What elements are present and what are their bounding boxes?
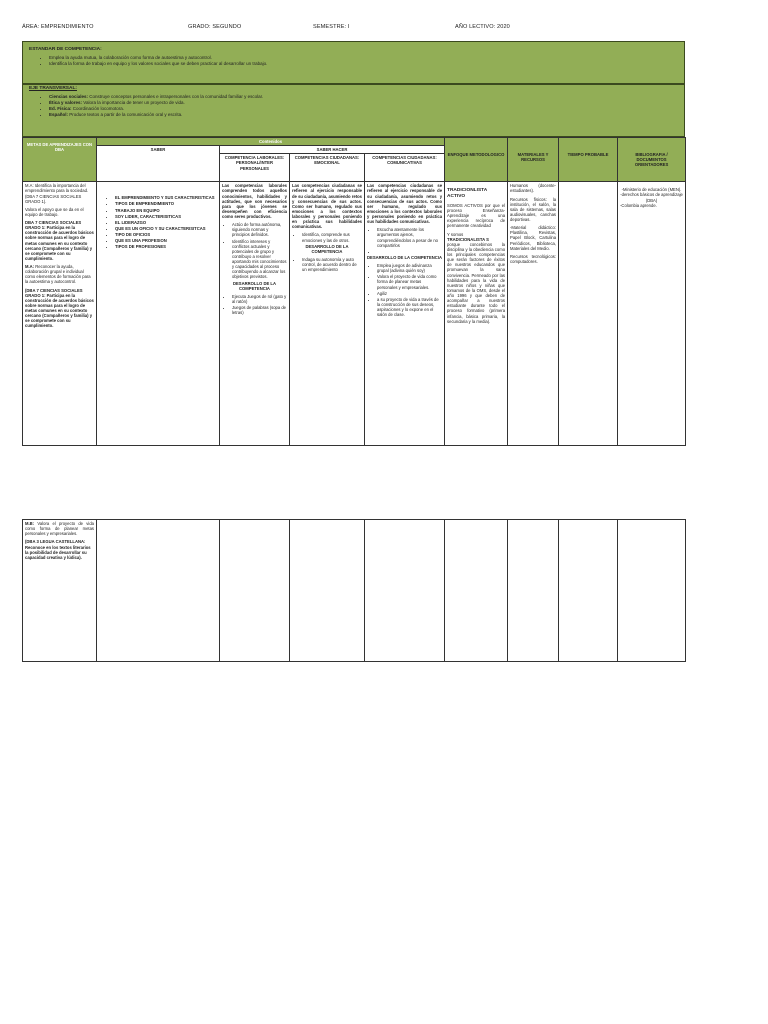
planning-table-2 — [22, 519, 686, 662]
tiempo-header: TIEMPO PROBABLE — [559, 138, 618, 182]
transversal-item — [49, 94, 678, 99]
transversal-text: Produce textos a partir de la comunicación oral y escrita. — [68, 112, 183, 117]
empty-cell — [365, 520, 445, 662]
empty-cell — [445, 520, 508, 662]
comunicativas-header: COMPETENCIAS CIUDADANAS: COMUNICATIVAS — [365, 154, 445, 182]
transversal-item — [49, 106, 678, 111]
laborales-header: COMPETENCIA LABORALES: PERSONAL/INTER PERSONALES — [220, 154, 290, 182]
enfoque-y: Y somos — [447, 231, 464, 237]
saber-item: • TIPOS DE EMPRENDIMIENTO — [115, 201, 217, 206]
laborales-sub: DESARROLLO DE LA COMPETENCIA — [232, 280, 277, 291]
materiales-header: MATERIALES Y RECURSOS — [508, 138, 559, 182]
comunicativas-item — [377, 249, 442, 254]
saber-item: • QUE ES UNA PROFESION — [115, 238, 217, 243]
second-meta — [25, 521, 94, 536]
header-area: ÁREA: EMPRENDIMIENTO — [22, 24, 94, 30]
enfoque-text-2: porque concebimos la disciplina y la obediencia como los principales competencias que serán factores de éxitos de nuestros educandos que promuevan la sana convivencia. Permeado por las habilidades para la vida de nuestros niños y niñas que tomamos de la OMS, desde el año 1996 y que deben de acompañar a nuestros estudiante durante todo el proceso formativo (primera infancia, básica primaria, la secundaria y la media). — [447, 241, 506, 324]
contenidos-header: Contenidos — [97, 138, 445, 146]
transversal-title: EJE TRANSVERSAL: — [29, 86, 77, 91]
comunicativas-item: • Escucha atentamente los argumentos ajenos, comprendiéndolos a pesar de no compartirlos — [377, 227, 442, 248]
estandar-box — [22, 41, 685, 84]
transversal-label: Español: — [49, 112, 69, 117]
second-meta-text: Valora el proyecto de vida como forma de planear metas personales y empresariales. — [25, 521, 94, 537]
empty-cell — [618, 520, 686, 662]
materiales-cell — [508, 182, 559, 446]
transversal-text: Coordinación locomotora. — [71, 106, 125, 111]
biblio-line: -Colombia aprende. — [620, 202, 657, 208]
transversal-label: Ciencias sociales: — [49, 94, 89, 99]
emocional-item: • Indaga su autonomía y auto control, de acuerdo dentro de un emprendimiento — [302, 257, 362, 272]
transversal-list — [29, 94, 678, 117]
laborales-intro: Las competencias laborales comprenden todos aquellos conocimientos, habilidades y actitudes, que son necesarios para que los jóvenes se desempeñen con eficiencia como seres productivos. — [222, 183, 287, 219]
emocional-header: COMPETENCIAS CIUDADANAS: EMOCIONAL — [290, 154, 365, 182]
laborales-list-2 — [222, 294, 287, 316]
laborales-item: • Actúo de forma autónoma, siguiendo normas y principios definidos. — [232, 222, 287, 237]
tiempo-cell — [559, 182, 618, 446]
transversal-label: Ed. Física: — [49, 106, 72, 111]
enfoque-cell — [445, 182, 508, 446]
biblio-line: -Ministerio de educación (MEN). — [621, 187, 682, 193]
meta-text: Valora el apoyo que se da en el equipo de trabajo. — [25, 206, 84, 217]
saber-item: • QUE ES UN OFICIO Y SU CARACTERISITCAS — [115, 226, 217, 231]
transversal-text: Valora la importancia de tener un proyecto de vida. — [82, 100, 185, 105]
second-dba: (DBA 3 LEGUA CASTELLANA: Reconoce en los textos literarios la posibilidad de desarrollar su capacidad creativa y lúdica). — [25, 539, 91, 560]
estandar-item: • Emplea la ayuda mutua, la colaboración como forma de autoestima y autocontrol. — [49, 55, 678, 60]
empty-cell — [290, 520, 365, 662]
transversal-text: Construye conceptos personales e intrapersonales con la comunidad familiar y escolar. — [88, 94, 264, 99]
emocional-intro: Las competencias ciudadanas se refieren al ejercicio responsable de su ciudadanía, asumiendo retos y consecuencias de sus actos. Como ser humano, regulado sus emociones a los contextos laborales y personales poniendo en práctica sus habilidades comunicativas. — [292, 183, 362, 230]
metas-cell — [23, 182, 97, 446]
enfoque-title-1: TRADICIONLISTA ACTIVO — [447, 188, 488, 200]
materiales-text: Recursos físicos: la institución, el salón, la sala de sistemas, salas audiovisuales, canchas deportivas. — [510, 196, 557, 222]
estandar-list — [29, 55, 678, 66]
saber-item: • TRABAJO EN EQUIPO — [115, 208, 217, 213]
transversal-label: Ética y valores: — [49, 100, 83, 105]
biblio-line: -derechos básicos de aprendizaje (DBA) — [620, 192, 683, 203]
enfoque-title-2: TRADICIONALISTA S — [447, 236, 489, 242]
comunicativas-list — [367, 227, 442, 254]
materiales-text: Recursos tecnológicos: computadores. — [510, 253, 557, 264]
saber-item: • EL EMPRENDIMIENTO Y SUS CARACTERISTICAS — [115, 195, 217, 200]
biblio-cell — [618, 182, 686, 446]
second-metas-cell — [23, 520, 97, 662]
saber-item: • EL LIDERAZGO — [115, 220, 217, 225]
laborales-cell — [220, 182, 290, 446]
materiales-text: -Material didáctico: Plastilina, Revistas, Papel Block, Cartulina Periódicos, Biblioteca, Materiales del Medio. — [510, 225, 557, 251]
comunicativas-list-2 — [367, 263, 442, 317]
laborales-item: • Ejecuta Juegos de rol (gato y al ratón) — [232, 294, 287, 304]
second-meta-label: M.B: — [25, 521, 35, 526]
comunicativas-item: • Agiliz — [377, 291, 442, 296]
comunicativas-item: • a su proyecto de vida a través de la construcción de sus deseos, aspiraciones y lo expone en el salón de clase. — [377, 297, 442, 318]
enfoque-text-1: SOMOS ACTIVOS por que el proceso Enseñanza-Aprendizaje es una experiencia recíproca de permanente creatividad — [447, 202, 506, 229]
emocional-sub: DESARROLLO DE LA COMPETENCIA — [305, 243, 349, 254]
meta-mb-label: M.A: — [25, 264, 35, 269]
transversal-item — [49, 100, 678, 105]
comunicativas-cell — [365, 182, 445, 446]
saber-list — [99, 195, 217, 249]
saber-item: • SOY LIDER, CARACTERISITICAS — [115, 214, 217, 219]
meta-dba-ref: (DBA 7 CIENCIAS SOCIALES GRADO 1). — [25, 193, 82, 204]
header-grado: GRADO: SEGUNDO — [188, 24, 242, 30]
saber-hacer-header: SABER HACER — [220, 146, 445, 154]
emocional-list — [292, 232, 362, 242]
metas-header: METAS DE APRENDIZAJES CON DBA — [23, 138, 97, 182]
emocional-cell — [290, 182, 365, 446]
estandar-title: ESTANDAR DE COMPETENCIA: — [29, 47, 102, 52]
biblio-header: BIBLIOGRAFIA / DOCUMENTOS ORIENTADORES — [618, 138, 686, 182]
comunicativas-item: • Valora el proyecto de vida como forma de planear metas personales y empresariales. — [377, 274, 442, 289]
transversal-item — [49, 112, 678, 117]
empty-cell — [508, 520, 559, 662]
empty-cell — [559, 520, 618, 662]
empty-cell — [220, 520, 290, 662]
comunicativas-item: • Emplea juegos de adivinanza grupal (adivina quién soy) — [377, 263, 442, 273]
saber-header: SABER — [97, 146, 220, 182]
estandar-item: • Identifica la forma de trabajo en equipo y los valores sociales que se deben practicar al desarrollar un trabajo. — [49, 61, 678, 66]
transversal-box — [22, 84, 685, 137]
meta-text: M.A: Identifica la importancia del emprendimiento para la sociedad. — [25, 183, 89, 194]
laborales-item: • Identifico intereses y conflictos actuales y potenciales de grupo y contribuyo a resolver aportando mis conocimientos y capacidades al proceso contribuyendo a alcanzar los objetivos previstos. — [232, 239, 287, 280]
saber-item: • TIPO DE OFICIOS — [115, 232, 217, 237]
header-semestre: SEMESTRE: I — [313, 24, 350, 30]
meta-mb — [25, 264, 94, 285]
dba-text: DBA 7 CIENCIAS SOCIALES GRADO 1: Participa en la construcción de acuerdos básicos sobre normas para el logro de metas comunes en su contexto cercano (Compañeros y familia) y se compromete con su cumplimiento. — [25, 220, 94, 261]
laborales-list — [222, 222, 287, 279]
meta-mb-text: Reconocer la ayuda, colaboración grupal e individual como elementos de formación para la autoestima y autocontrol. — [25, 264, 91, 285]
dba-text: (DBA 7 CIENCIAS SOCIALES GRADO 1: Participa en la construcción de acuerdos básicos sobre normas para el logro de metas comunes en su contexto cercano (Compañeros y familia) y se compromete con su cumplimiento. — [25, 287, 94, 329]
enfoque-header: ENFOQUE METODOLOGICO — [445, 138, 508, 182]
header-anio: AÑO LECTIVO: 2020 — [455, 24, 510, 30]
comunicativas-intro: Las competencias ciudadanas se refieren al ejercicio responsable de su ciudadanía, asumiendo retos y consecuencias de sus actos. Como ser humano, regulado sus emociones a los contextos laborales y personales poniendo en práctica sus habilidades comunicativas. — [367, 183, 443, 225]
planning-table — [22, 137, 686, 446]
saber-cell — [97, 182, 220, 446]
emocional-item: • Identifica, comprende sus emociones y las de otros. — [302, 232, 362, 242]
laborales-item: • Juegos de palabras (sopa de letras) — [232, 305, 287, 315]
comunicativas-sub: DESARROLLO DE LA COMPETENCIA — [367, 254, 443, 260]
empty-cell — [97, 520, 220, 662]
emocional-list-2 — [292, 257, 362, 272]
materiales-text: Humanos (docente-estudiantes). — [510, 183, 557, 194]
saber-item: • TIPOS DE PROFESIONES — [115, 244, 217, 249]
